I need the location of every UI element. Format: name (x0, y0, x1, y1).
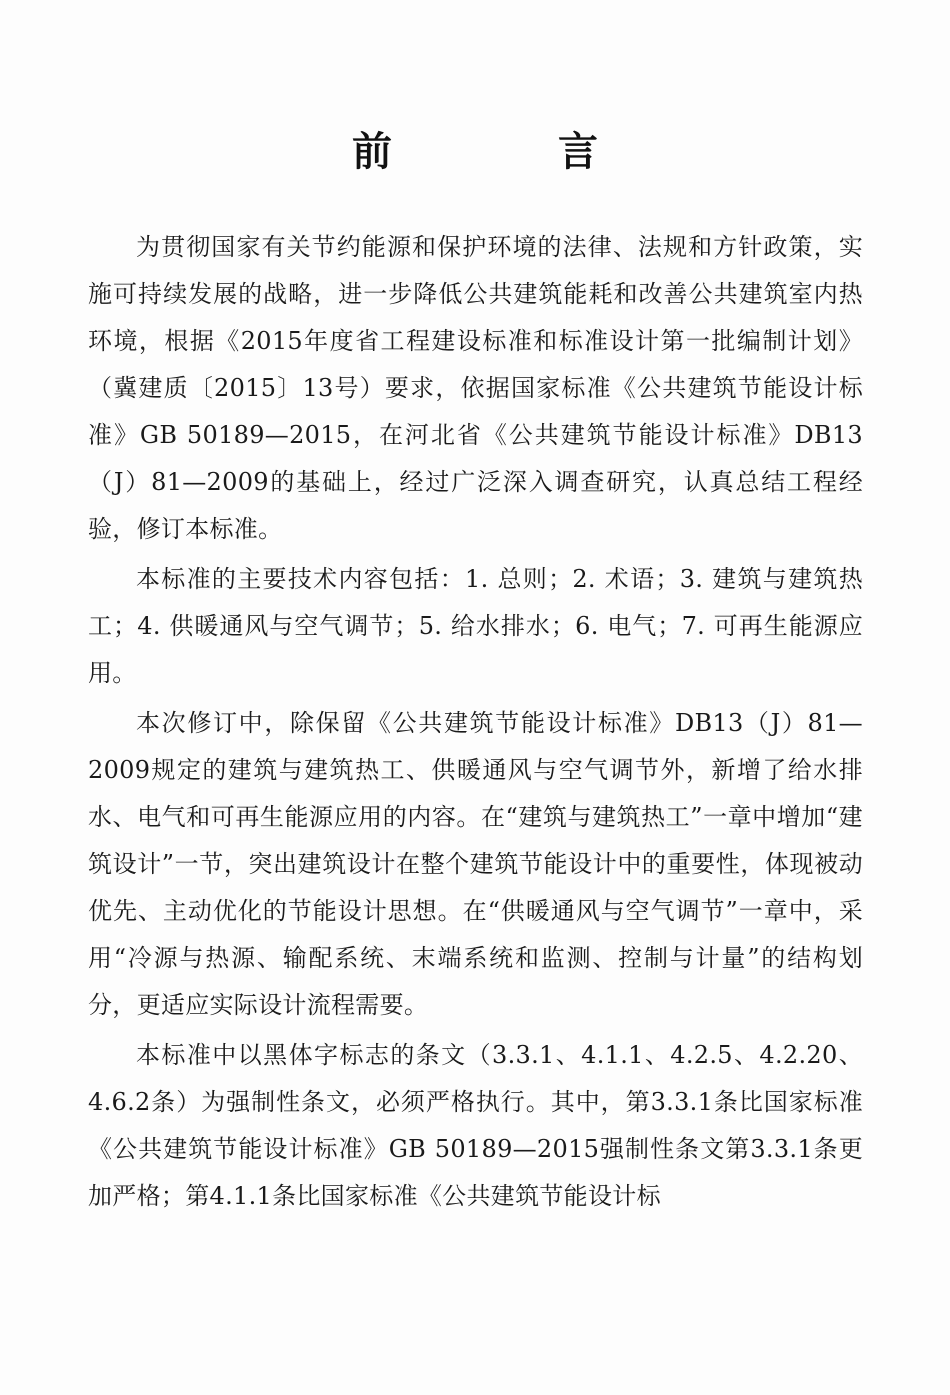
paragraph-purpose: 为贯彻国家有关节约能源和保护环境的法律、法规和方针政策，实施可持续发展的战略，进一步降低公共建筑能耗和改善公共建筑室内热环境，根据《2015年度省工程建设标准和标准设计第一批编制计划》（冀建质〔2015〕13号）要求，依据国家标准《公共建筑节能设计标准》GB 50189—2015，在河北省《公共建筑节能设计标准》DB13（J）81—2009的基础上，经过广泛深入调查研究，认真总结工程经验，修订本标准。 (88, 233, 863, 543)
paragraph-main-content: 本标准的主要技术内容包括：1. 总则；2. 术语；3. 建筑与建筑热工；4. 供暖通风与空气调节；5. 给水排水；6. 电气；7. 可再生能源应用。 (88, 565, 863, 687)
page-title: 前 言 (352, 129, 674, 175)
body-text (88, 224, 863, 1223)
paragraph-revision: 本次修订中，除保留《公共建筑节能设计标准》DB13（J）81—2009规定的建筑与建筑热工、供暖通风与空气调节外，新增了给水排水、电气和可再生能源应用的内容。在“建筑与建筑热工”一章中增加“建筑设计”一节，突出建筑设计在整个建筑节能设计中的重要性，体现被动优先、主动优化的节能设计思想。在“供暖通风与空气调节”一章中，采用“冷源与热源、输配系统、末端系统和监测、控制与计量”的结构划分，更适应实际设计流程需要。 (88, 709, 863, 1019)
paragraph-mandatory-clauses: 本标准中以黑体字标志的条文（3.3.1、4.1.1、4.2.5、4.2.20、4.6.2条）为强制性条文，必须严格执行。其中，第3.3.1条比国家标准《公共建筑节能设计标准》GB 50189—2015强制性条文第3.3.1条更加严格；第4.1.1条比国家标准《公共建筑节能设计标 (88, 1041, 863, 1210)
